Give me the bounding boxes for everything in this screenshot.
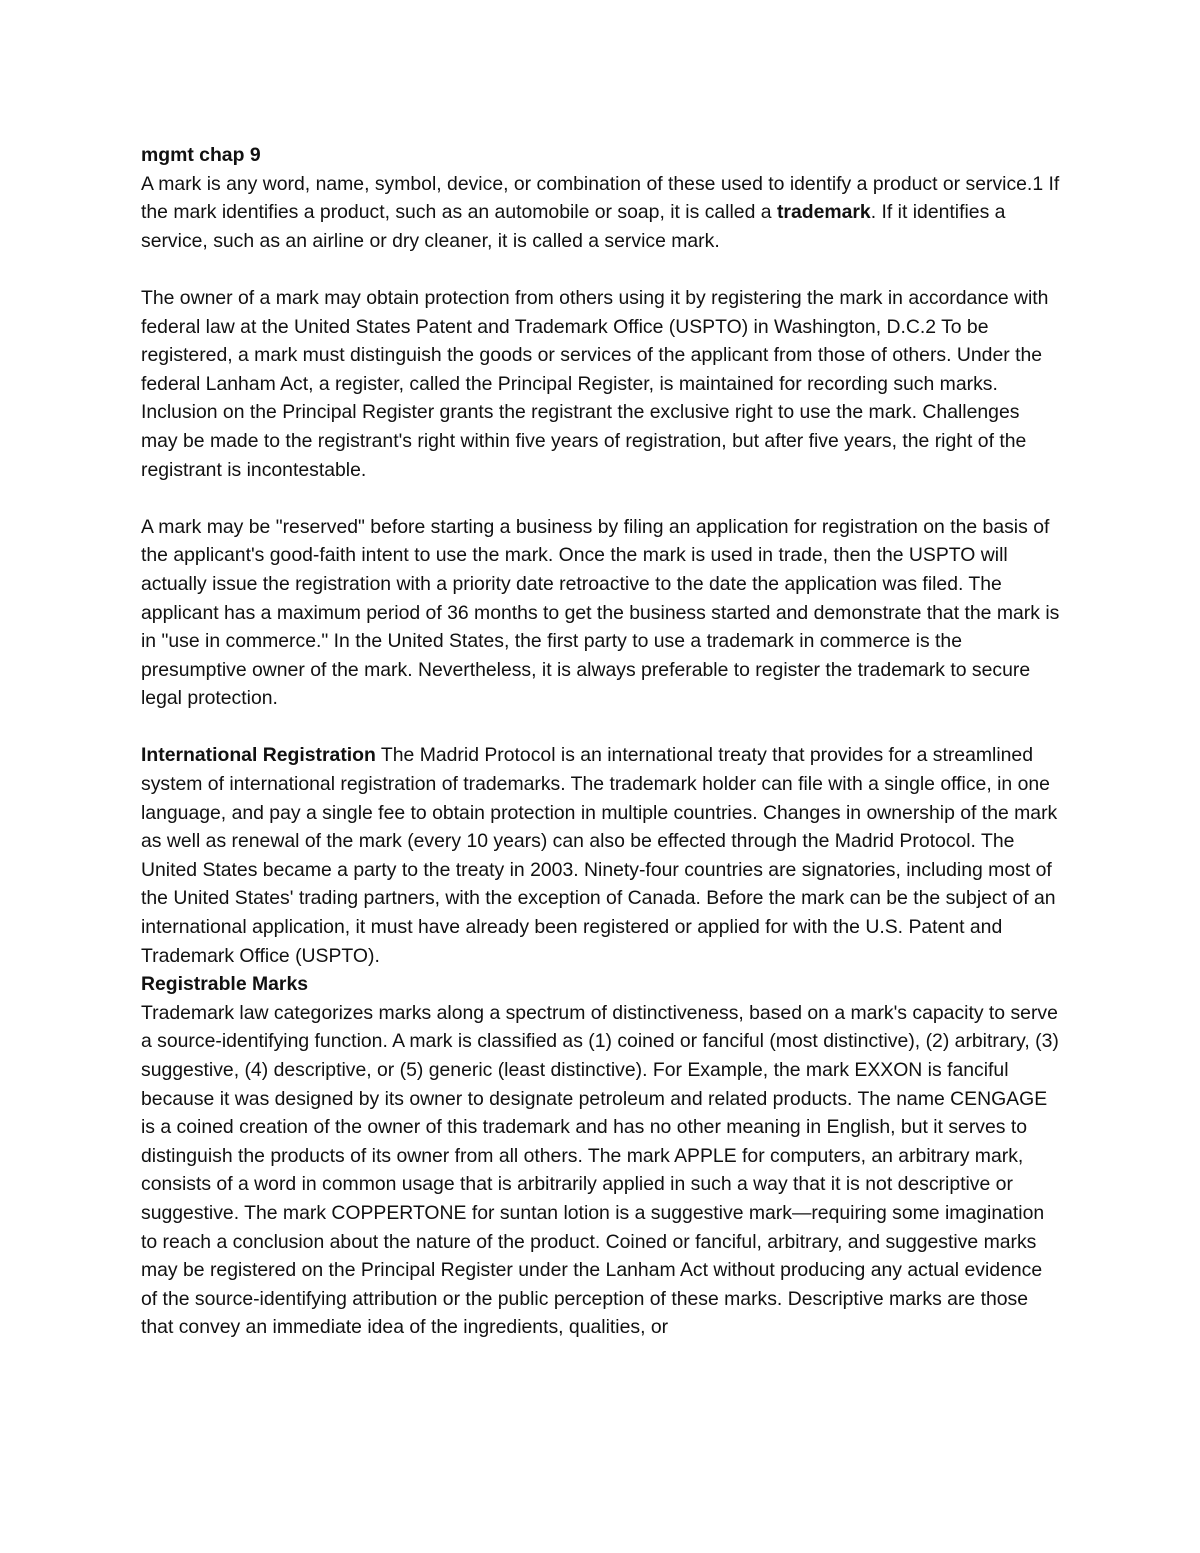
document-title: mgmt chap 9 bbox=[141, 144, 261, 166]
inline-heading-international-registration: International Registration bbox=[141, 744, 376, 767]
paragraph-international-registration bbox=[141, 741, 1061, 970]
section-heading-registrable-marks bbox=[141, 970, 1061, 999]
paragraph-mark-definition bbox=[141, 170, 1061, 256]
paragraph-spacer bbox=[141, 484, 1061, 513]
document-page bbox=[141, 141, 1061, 1342]
paragraph-text: . If it identifies a service, such as an airline or dry cleaner, it is called a service mark. bbox=[141, 201, 1006, 252]
bold-term-trademark: trademark bbox=[776, 201, 871, 224]
section-heading-text: Registrable Marks bbox=[141, 973, 309, 996]
paragraph-registrable-marks: Trademark law categorizes marks along a spectrum of distinctiveness, based on a mark's capacity to serve a source-identifying function. A mark is classified as (1) coined or fanciful (most distinctive), (2) arbitrary, (3) suggestive, (4) descriptive, or (5) generic (least distinctive). For Example, the mark EXXON is fanciful because it was designed by its owner to designate petroleum and related products. The name CENGAGE is a coined creation of the owner of this trademark and has no other meaning in English, but it serves to distinguish the products of its owner from all others. The mark APPLE for computers, an arbitrary mark, consists of a word in common usage that is arbitrarily applied in such a way that it is not descriptive or suggestive. The mark COPPERTONE for suntan lotion is a suggestive mark—requiring some imagination to reach a conclusion about the nature of the product. Coined or fanciful, arbitrary, and suggestive marks may be registered on the Principal Register under the Lanham Act without producing any actual evidence of the source-identifying attribution or the public perception of these marks. Descriptive marks are those that convey an immediate idea of the ingredients, qualities, or bbox=[141, 1001, 1059, 1339]
paragraph-text: The Madrid Protocol is an international treaty that provides for a streamlined system of international registration of trademarks. The trademark holder can file with a single office, in one language, and pay a single fee to obtain protection in multiple countries. Changes in ownership of the mark as well as renewal of the mark (every 10 years) can also be effected through the Madrid Protocol. The United States became a party to the treaty in 2003. Ninety-four countries are signatories, including most of the United States' trading partners, with the exception of Canada. Before the mark can be the subject of an international application, it must have already been registered or applied for with the U.S. Patent and Trademark Office (USPTO). bbox=[141, 744, 1058, 967]
paragraph-spacer bbox=[141, 255, 1061, 284]
paragraph-reserved-mark: A mark may be "reserved" before starting a business by filing an application for registration on the basis of the applicant's good-faith intent to use the mark. Once the mark is used in trade, then the USPTO will actually issue the registration with a priority date retroactive to the date the application was filed. The applicant has a maximum period of 36 months to get the business started and demonstrate that the mark is in "use in commerce." In the United States, the first party to use a trademark in commerce is the presumptive owner of the mark. Nevertheless, it is always preferable to register the trademark to secure legal protection. bbox=[141, 515, 1060, 710]
paragraph-spacer bbox=[141, 713, 1061, 742]
paragraph-registration: The owner of a mark may obtain protection from others using it by registering the mark in accordance with federal law at the United States Patent and Trademark Office (USPTO) in Washington, D.C.2 To be registered, a mark must distinguish the goods or services of the applicant from those of others. Under the federal Lanham Act, a register, called the Principal Register, is maintained for recording such marks. Inclusion on the Principal Register grants the registrant the exclusive right to use the mark. Challenges may be made to the registrant's right within five years of registration, but after five years, the right of the registrant is incontestable. bbox=[141, 286, 1049, 481]
paragraph-text: A mark is any word, name, symbol, device, or combination of these used to identify a product or service.1 If the mark identifies a product, such as an automobile or soap, it is called a bbox=[141, 172, 1060, 224]
